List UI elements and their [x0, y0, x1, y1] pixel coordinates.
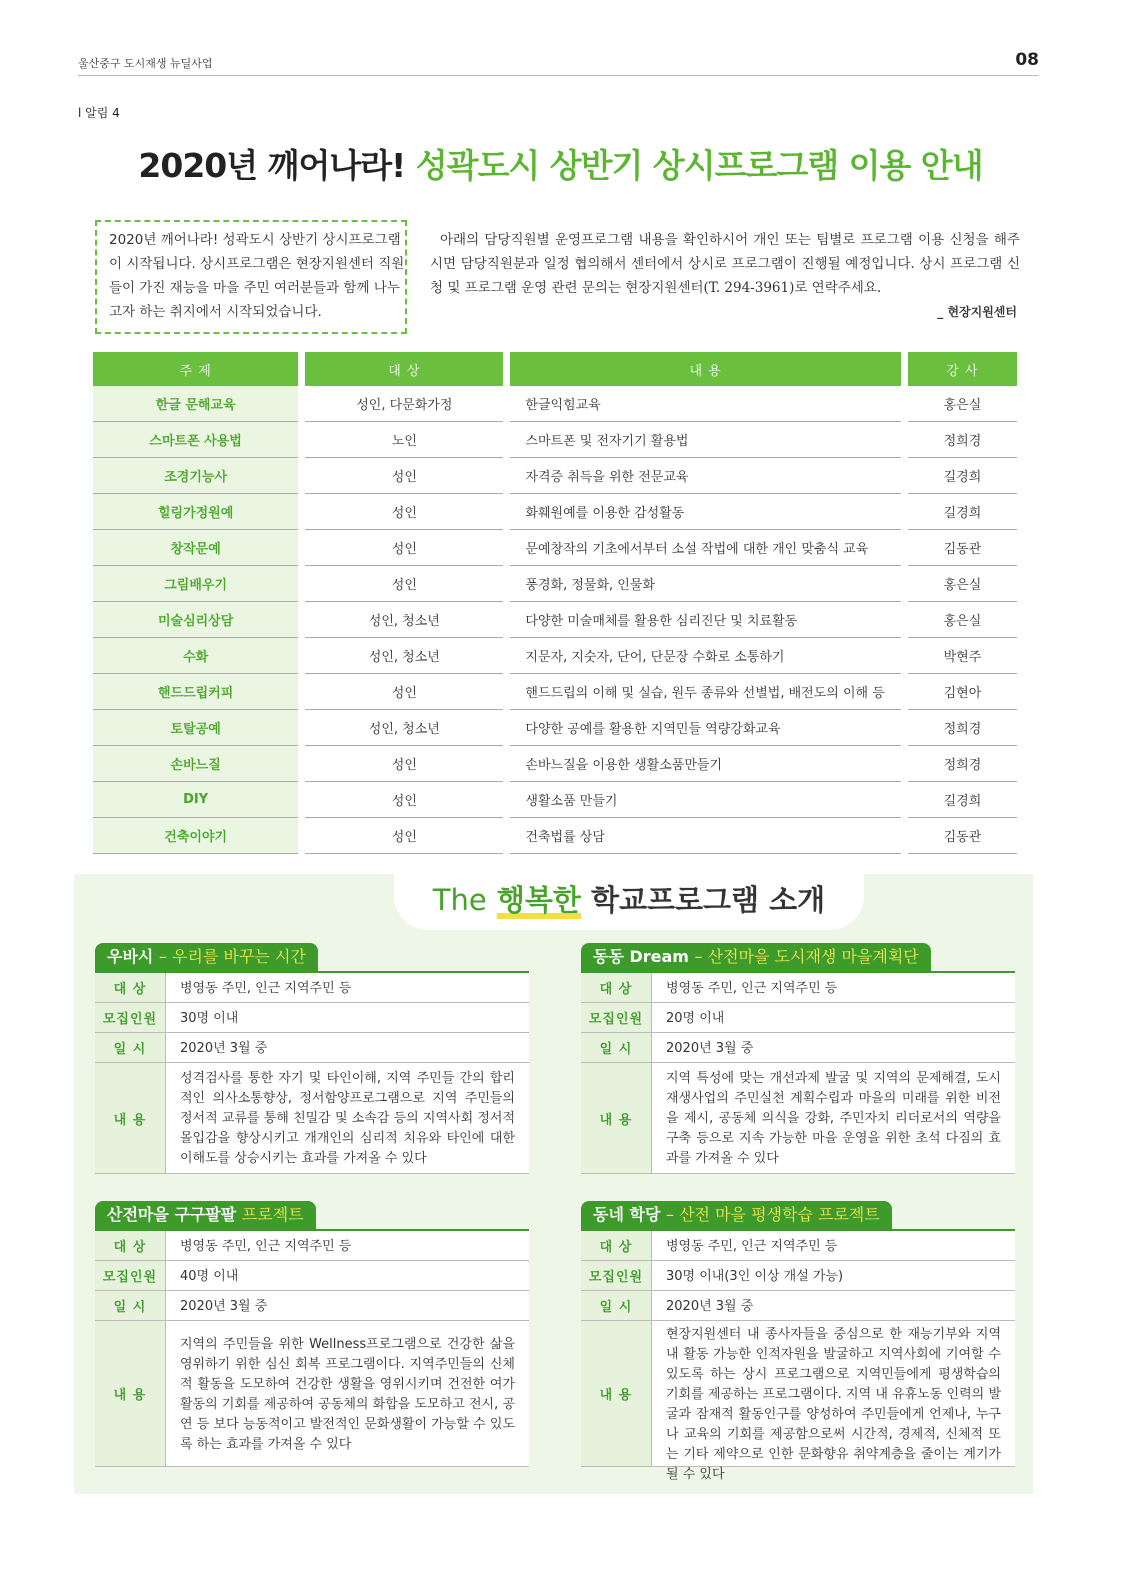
value-recruit: 20명 이내 [651, 1003, 1015, 1032]
target-cell: 성인 [305, 782, 503, 818]
subject-cell: 미술심리상담 [93, 602, 298, 638]
content-cell: 풍경화, 정물화, 인물화 [510, 566, 901, 602]
target-cell: 성인, 청소년 [305, 638, 503, 674]
card-body [581, 971, 1015, 1174]
content-cell: 건축법률 상담 [510, 818, 901, 854]
value-target: 병영동 주민, 인근 지역주민 등 [651, 973, 1015, 1002]
subject-cell: 토탈공예 [93, 710, 298, 746]
card-subtitle: 프로젝트 [241, 1205, 304, 1224]
content-cell: 스마트폰 및 전자기기 활용법 [510, 422, 901, 458]
teacher-cell: 길경희 [908, 458, 1017, 494]
value-date: 2020년 3월 중 [165, 1033, 529, 1062]
table-row [93, 746, 1017, 782]
subject-cell: 수화 [93, 638, 298, 674]
section-label: l 알림 4 [78, 106, 120, 120]
value-target: 병영동 주민, 인근 지역주민 등 [165, 973, 529, 1002]
teacher-cell: 길경희 [908, 782, 1017, 818]
card-body [95, 1229, 529, 1467]
target-cell: 성인, 다문화가정 [305, 386, 503, 422]
label-target: 대 상 [95, 973, 165, 1002]
label-recruit: 모집인원 [95, 1003, 165, 1032]
intro-signature: _ 현장지원센터 [937, 305, 1017, 319]
teacher-cell: 김현아 [908, 674, 1017, 710]
school-section-tab [394, 864, 864, 930]
title-the: The [432, 883, 487, 917]
target-cell: 성인, 청소년 [305, 710, 503, 746]
teacher-cell: 홍은실 [908, 386, 1017, 422]
label-content: 내 용 [581, 1321, 651, 1466]
intro-paragraph: 아래의 담당직원별 운영프로그램 내용을 확인하시어 개인 또는 팀별로 프로그램 이용 신청을 해주시면 담당직원분과 일정 협의해서 센터에서 상시로 프로그램이 진행될 예정입니다. 상시 프로그램 신청 및 프로그램 운영 관련 문의는 현장지원센터(T. 294-3961)로 연락주세요. [430, 232, 1020, 296]
content-cell: 손바느질을 이용한 생활소품만들기 [510, 746, 901, 782]
header-subject: 주 제 [93, 352, 298, 386]
target-cell: 성인 [305, 494, 503, 530]
table-row [93, 566, 1017, 602]
subject-cell: 손바느질 [93, 746, 298, 782]
subject-cell: 한글 문해교육 [93, 386, 298, 422]
teacher-cell: 정희경 [908, 422, 1017, 458]
content-cell: 한글익힘교육 [510, 386, 901, 422]
program-table [93, 352, 1017, 854]
value-content: 성격검사를 통한 자기 및 타인이해, 지역 주민들 간의 합리적인 의사소통향상, 정서함양프로그램으로 지역 주민들의 정서적 교류를 통해 친밀감 및 소속감 등의 지역사회 정서적 몰입감을 향상시키고 개개인의 심리적 치유와 타인에 대한 이해도를 상승시키는 효과를 가져올 수 있다 [165, 1063, 529, 1173]
content-cell: 다양한 공예를 활용한 지역민들 역량강화교육 [510, 710, 901, 746]
subject-cell: 건축이야기 [93, 818, 298, 854]
value-date: 2020년 3월 중 [651, 1033, 1015, 1062]
content-cell: 화훼원예를 이용한 감성활동 [510, 494, 901, 530]
target-cell: 성인 [305, 818, 503, 854]
header-target: 대 상 [305, 352, 503, 386]
teacher-cell: 홍은실 [908, 566, 1017, 602]
label-recruit: 모집인원 [581, 1003, 651, 1032]
title-happy: 행복한 [496, 883, 581, 917]
value-date: 2020년 3월 중 [165, 1291, 529, 1320]
subject-cell: 힐링가정원예 [93, 494, 298, 530]
content-cell: 지문자, 지숫자, 단어, 단문장 수화로 소통하기 [510, 638, 901, 674]
card-name: 산전마을 구구팔팔 [107, 1205, 237, 1224]
card-name: 우바시 [107, 947, 154, 966]
label-date: 일 시 [95, 1291, 165, 1320]
teacher-cell: 정희경 [908, 710, 1017, 746]
header-teacher: 강 사 [908, 352, 1017, 386]
header-content: 내 용 [510, 352, 901, 386]
teacher-cell: 정희경 [908, 746, 1017, 782]
table-row [93, 422, 1017, 458]
label-date: 일 시 [95, 1033, 165, 1062]
page-number: 08 [1015, 50, 1039, 70]
subject-cell: 창작문예 [93, 530, 298, 566]
card-name: 동동 Dream [593, 947, 689, 966]
subject-cell: DIY [93, 782, 298, 818]
label-target: 대 상 [95, 1231, 165, 1260]
label-content: 내 용 [95, 1321, 165, 1466]
value-content: 지역 특성에 맞는 개선과제 발굴 및 지역의 문제해결, 도시재생사업의 주민실천 계획수립과 마을의 미래를 위한 비전을 제시, 공동체 의식을 강화, 주민자치 리더로서의 역량을 구축 등으로 지속 가능한 마을 운영을 위한 초석 다짐의 효과를 가져올 수 있다 [651, 1063, 1015, 1173]
teacher-cell: 김동관 [908, 530, 1017, 566]
label-target: 대 상 [581, 1231, 651, 1260]
title-part1: 2020년 깨어나라! [138, 146, 406, 185]
value-date: 2020년 3월 중 [651, 1291, 1015, 1320]
content-cell: 핸드드립의 이해 및 실습, 원두 종류와 선별법, 배전도의 이해 등 [510, 674, 901, 710]
target-cell: 성인 [305, 746, 503, 782]
value-recruit: 30명 이내(3인 이상 개설 가능) [651, 1261, 1015, 1290]
label-recruit: 모집인원 [95, 1261, 165, 1290]
target-cell: 성인 [305, 530, 503, 566]
header-divider [78, 75, 1039, 76]
school-program-panel [74, 874, 1033, 1494]
school-section-title [394, 878, 864, 919]
subject-cell: 스마트폰 사용법 [93, 422, 298, 458]
teacher-cell: 김동관 [908, 818, 1017, 854]
target-cell: 성인, 청소년 [305, 602, 503, 638]
target-cell: 성인 [305, 566, 503, 602]
card-subtitle: – 산전마을 도시재생 마을계획단 [694, 947, 919, 966]
table-row [93, 458, 1017, 494]
label-target: 대 상 [581, 973, 651, 1002]
value-target: 병영동 주민, 인근 지역주민 등 [651, 1231, 1015, 1260]
card-header [95, 1201, 316, 1229]
target-cell: 성인 [305, 458, 503, 494]
content-cell: 자격증 취득을 위한 전문교육 [510, 458, 901, 494]
value-target: 병영동 주민, 인근 지역주민 등 [165, 1231, 529, 1260]
table-row [93, 674, 1017, 710]
value-recruit: 30명 이내 [165, 1003, 529, 1032]
table-row [93, 530, 1017, 566]
page-title [0, 140, 1121, 187]
publication-name: 울산중구 도시재생 뉴딜사업 [78, 57, 213, 70]
target-cell: 노인 [305, 422, 503, 458]
card-body [95, 971, 529, 1174]
table-row [93, 638, 1017, 674]
teacher-cell: 박현주 [908, 638, 1017, 674]
card-subtitle: – 산전 마을 평생학습 프로젝트 [665, 1205, 880, 1224]
table-row [93, 710, 1017, 746]
table-row [93, 602, 1017, 638]
label-date: 일 시 [581, 1291, 651, 1320]
card-subtitle: – 우리를 바꾸는 시간 [158, 947, 306, 966]
content-cell: 다양한 미술매체를 활용한 심리진단 및 치료활동 [510, 602, 901, 638]
subject-cell: 핸드드립커피 [93, 674, 298, 710]
card-name: 동네 학당 [593, 1205, 661, 1224]
value-content: 지역의 주민들을 위한 Wellness프로그램으로 건강한 삶을 영위하기 위한 심신 회복 프로그램이다. 지역주민들의 신체적 활동을 도모하여 건강한 생활을 영위시키며 건전한 여가 활동의 기회를 제공하여 공동체의 화합을 도모하고 전시, 공연 등 보다 능동적이고 발전적인 문화생활이 가능할 수 있도록 하는 효과를 가져올 수 있다 [165, 1321, 529, 1466]
table-header-row [93, 352, 1017, 386]
subject-cell: 조경기능사 [93, 458, 298, 494]
card-header [581, 943, 931, 971]
subject-cell: 그림배우기 [93, 566, 298, 602]
content-cell: 문예창작의 기초에서부터 소설 작법에 대한 개인 맞춤식 교육 [510, 530, 901, 566]
teacher-cell: 홍은실 [908, 602, 1017, 638]
table-row [93, 782, 1017, 818]
table-row [93, 818, 1017, 854]
target-cell: 성인 [305, 674, 503, 710]
label-content: 내 용 [95, 1063, 165, 1173]
value-content: 현장지원센터 내 종사자들을 중심으로 한 재능기부와 지역 내 활동 가능한 인적자원을 발굴하고 지역사회에 기여할 수 있도록 하는 상시 프로그램으로 지역민들에게 평생학습의 기회를 제공하는 프로그램이다. 지역 내 유휴노동 인력의 발굴과 잠재적 활동인구를 양성하여 주민들에게 언제나, 누구나 교육의 기회를 제공함으로써 시간적, 경제적, 신체적 또는 기타 제약으로 인한 문화향유 취약계층을 줄이는 계기가 될 수 있다 [651, 1321, 1015, 1466]
value-recruit: 40명 이내 [165, 1261, 529, 1290]
card-header [581, 1201, 892, 1229]
intro-summary-box: 2020년 깨어나라! 성곽도시 상반기 상시프로그램이 시작됩니다. 상시프로그램은 현장지원센터 직원들이 가진 재능을 마을 주민 여러분들과 함께 나누고자 하는 취지에서 시작되었습니다. [95, 220, 407, 334]
title-part2: 성곽도시 상반기 상시프로그램 이용 안내 [415, 146, 983, 185]
table-row [93, 494, 1017, 530]
card-body [581, 1229, 1015, 1482]
label-date: 일 시 [581, 1033, 651, 1062]
label-content: 내 용 [581, 1063, 651, 1173]
title-rest: 학교프로그램 소개 [590, 883, 826, 917]
teacher-cell: 길경희 [908, 494, 1017, 530]
content-cell: 생활소품 만들기 [510, 782, 901, 818]
table-row [93, 386, 1017, 422]
card-header [95, 943, 318, 971]
label-recruit: 모집인원 [581, 1261, 651, 1290]
